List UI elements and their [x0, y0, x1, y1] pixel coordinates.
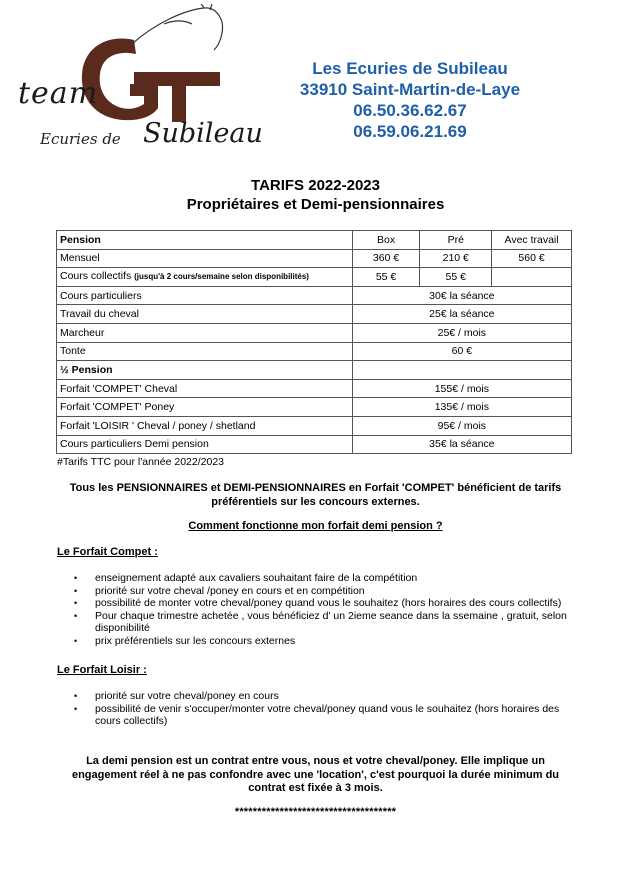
table-row [57, 342, 572, 361]
table-row [57, 323, 572, 342]
row-label: Mensuel [57, 249, 353, 268]
row-label: Forfait 'COMPET' Cheval [57, 379, 353, 398]
table-row [57, 249, 572, 268]
cell-empty [352, 361, 571, 380]
demi-pension-header: ½ Pension [57, 361, 353, 380]
contract-paragraph [48, 755, 583, 796]
table-row [57, 416, 572, 435]
row-label: Cours particuliers [57, 286, 353, 305]
collectifs-label: Cours collectifs [60, 270, 132, 283]
cell-pre: 210 € [420, 249, 492, 268]
row-value: 135€ / mois [352, 398, 571, 417]
list-item: • Pour chaque trimestre achetée , vous bénéficiez d' un 2ieme seance dans la ssemaine , gratuit, selon disponibilité [74, 610, 574, 635]
row-value: 155€ / mois [352, 379, 571, 398]
cell-box: 360 € [352, 249, 420, 268]
row-label: Tonte [57, 342, 353, 361]
list-item: • priorité sur votre cheval/poney en cours [74, 690, 574, 703]
list-item: • possibilité de monter votre cheval/poney quand vous le souhaitez (hors horaires des cours collectifs) [74, 597, 574, 610]
tariffs-footnote: #Tarifs TTC pour l'année 2022/2023 [57, 456, 225, 468]
header-pension: Pension [57, 231, 353, 250]
row-label [57, 268, 353, 287]
pensionnaires-note [48, 482, 583, 509]
row-value: 95€ / mois [352, 416, 571, 435]
forfait-loisir-title: Le Forfait Loisir : [57, 664, 147, 676]
cell-box: 55 € [352, 268, 420, 287]
row-label: Forfait 'COMPET' Poney [57, 398, 353, 417]
list-item: • enseignement adapté aux cavaliers souhaitant faire de la compétition [74, 572, 574, 585]
page-title [0, 176, 631, 214]
list-item: • prix préférentiels sur les concours externes [74, 635, 574, 648]
collectifs-note: (jusqu'à 2 cours/semaine selon disponibilités) [134, 272, 309, 282]
table-row [57, 268, 572, 287]
contract-line-1: La demi pension est un contrat entre vous, nous et votre cheval/poney. Elle implique un [86, 755, 545, 767]
list-item: • priorité sur votre cheval /poney en cours et en compétition [74, 585, 574, 598]
forfait-loisir-list [74, 690, 574, 728]
logo-ecuries-text: Ecuries de [40, 130, 121, 148]
row-value: 30€ la séance [352, 286, 571, 305]
header-pre: Pré [420, 231, 492, 250]
cell-avec-travail: 560 € [492, 249, 572, 268]
logo-subileau-text: Subileau [143, 118, 263, 149]
cell-pre: 55 € [420, 268, 492, 287]
row-value: 25€ la séance [352, 305, 571, 324]
stable-name: Les Ecuries de Subileau [312, 59, 508, 78]
phone-1: 06.50.36.62.67 [353, 101, 467, 120]
row-value: 35€ la séance [352, 435, 571, 454]
table-header-row [57, 231, 572, 250]
contact-block [280, 58, 540, 142]
tarifs-table [56, 230, 572, 454]
title-line-1: TARIFS 2022-2023 [251, 177, 380, 194]
row-label: Travail du cheval [57, 305, 353, 324]
list-item: • possibilité de venir s'occuper/monter votre cheval/poney quand vous le souhaitez (hors horaires des cours collectifs) [74, 703, 574, 728]
stable-address: 33910 Saint-Martin-de-Laye [299, 80, 521, 99]
contract-line-2: engagement réel à ne pas confondre avec une 'location', c'est pourquoi la durée minimum du [71, 768, 560, 781]
row-value: 25€ / mois [352, 323, 571, 342]
row-label: Cours particuliers Demi pension [57, 435, 353, 454]
table-row [57, 435, 572, 454]
phone-2: 06.59.06.21.69 [353, 122, 467, 141]
row-value: 60 € [352, 342, 571, 361]
forfait-compet-list [74, 572, 574, 648]
row-label: Marcheur [57, 323, 353, 342]
row-label: Forfait 'LOISIR ' Cheval / poney / shetland [57, 416, 353, 435]
title-line-2: Propriétaires et Demi-pensionnaires [186, 196, 445, 213]
header-box: Box [352, 231, 420, 250]
cell-empty [492, 268, 572, 287]
logo-team-text: team [18, 76, 99, 111]
stars-divider: ************************************ [234, 806, 397, 818]
note-line-2: préférentiels sur les concours externes. [211, 495, 420, 508]
contract-line-3: contrat est fixée à 3 mois. [248, 782, 383, 794]
horse-head-icon [132, 4, 223, 50]
table-row [57, 379, 572, 398]
table-row [57, 286, 572, 305]
table-section-row [57, 361, 572, 380]
table-row [57, 305, 572, 324]
forfait-compet-title: Le Forfait Compet : [57, 546, 158, 558]
table-row [57, 398, 572, 417]
forfait-question: Comment fonctionne mon forfait demi pension ? [188, 520, 443, 532]
note-line-1: Tous les PENSIONNAIRES et DEMI-PENSIONNAIRES en Forfait 'COMPET' bénéficient de tarifs [69, 482, 562, 494]
header-avec-travail: Avec travail [492, 231, 572, 250]
